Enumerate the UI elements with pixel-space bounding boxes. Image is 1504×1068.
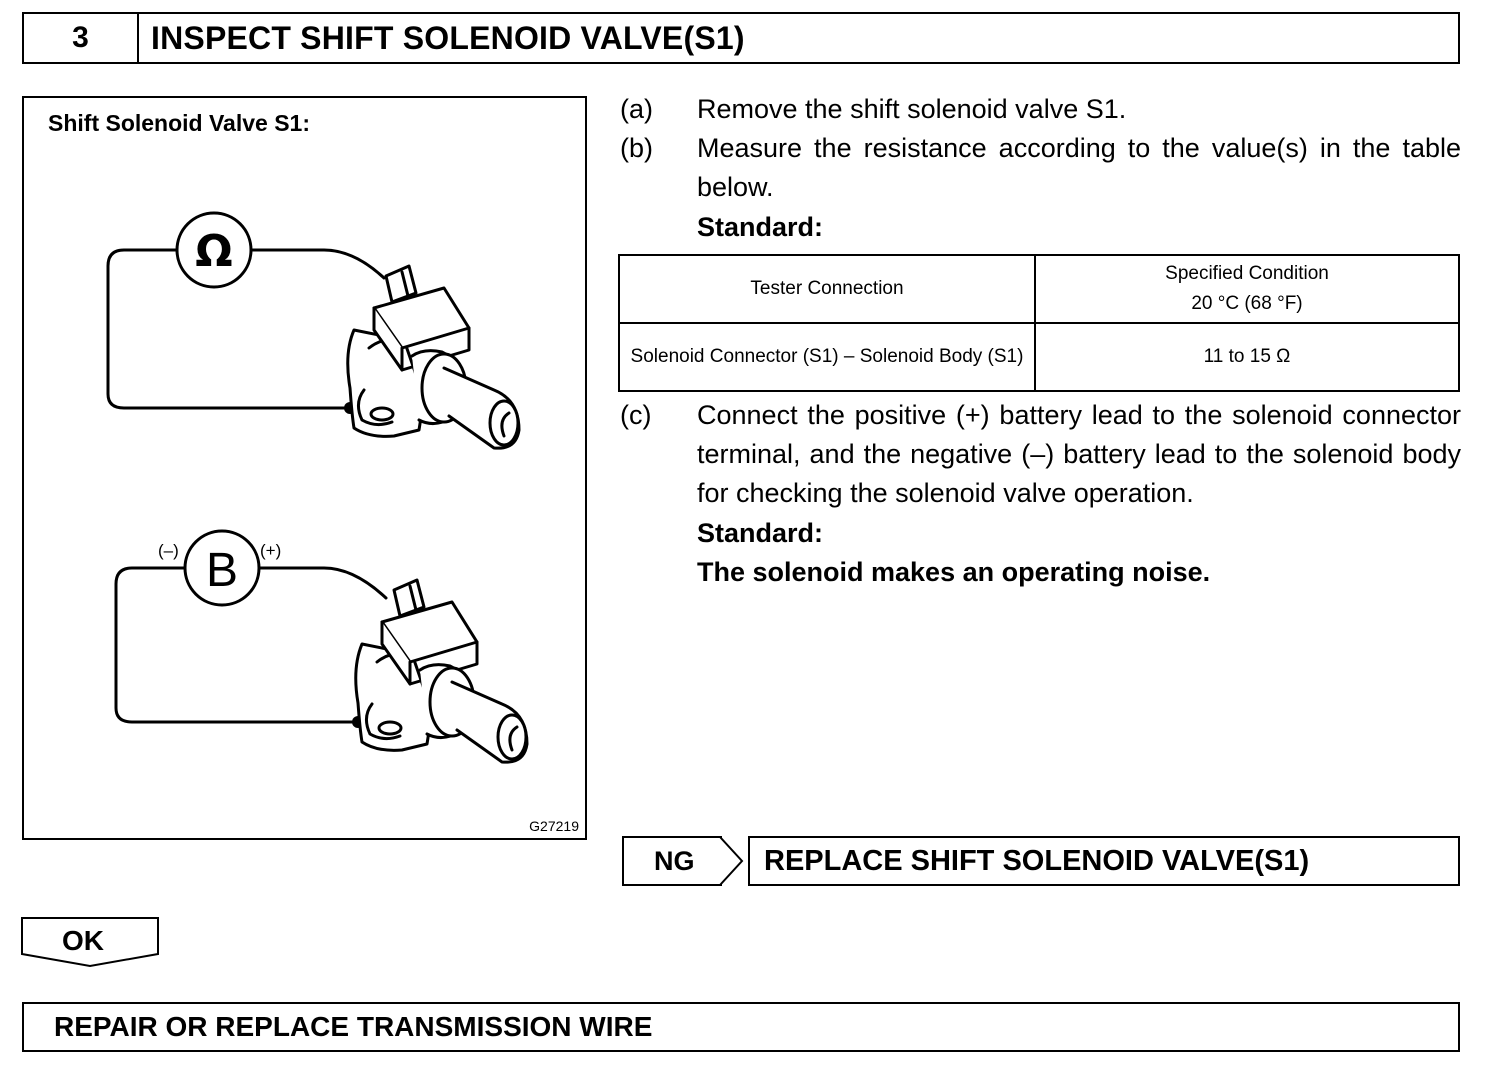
final-action-text: REPAIR OR REPLACE TRANSMISSION WIRE <box>54 1011 653 1042</box>
step-number: 3 <box>24 14 139 62</box>
final-action-box <box>22 1002 1460 1052</box>
table-header-cell: Tester Connection <box>619 255 1035 323</box>
negative-terminal-label: (–) <box>158 541 179 560</box>
solenoid-illustration-panel <box>22 96 587 840</box>
battery-circuit <box>116 531 527 762</box>
table-row <box>619 323 1459 391</box>
ng-label: NG <box>654 845 695 876</box>
step-title: INSPECT SHIFT SOLENOID VALVE(S1) <box>151 19 745 56</box>
ng-action-box <box>748 836 1460 886</box>
header-line: Specified Condition <box>1165 263 1329 284</box>
standard-label-b: Standard: <box>697 212 824 242</box>
figure-code: G27219 <box>529 818 579 834</box>
ng-action-text: REPLACE SHIFT SOLENOID VALVE(S1) <box>764 844 1310 877</box>
step-c-label: (c) <box>620 400 652 430</box>
step-c-text: Connect the positive (+) battery lead to the solenoid connector terminal, and the negative (–) battery lead to the solenoid body for checking the solenoid valve operation. <box>697 400 1461 508</box>
illustration-caption: Shift Solenoid Valve S1: <box>48 110 311 136</box>
battery-symbol: B <box>205 544 239 597</box>
table-header-cell <box>1035 255 1459 323</box>
step-a-label: (a) <box>620 94 653 124</box>
step-header <box>22 12 1460 64</box>
header-line: 20 °C (68 °F) <box>1191 293 1303 314</box>
ohm-symbol: Ω <box>195 226 233 277</box>
solenoid-valve-icon <box>348 266 519 448</box>
step-a-text: Remove the shift solenoid valve S1. <box>697 94 1127 124</box>
table-cell: Solenoid Connector (S1) – Solenoid Body (S1) <box>619 323 1035 391</box>
standard-label-c: Standard: <box>697 518 824 548</box>
step-b-label: (b) <box>620 133 653 163</box>
table-header-row <box>619 255 1459 323</box>
resistance-spec-table <box>618 254 1460 392</box>
table-cell: 11 to 15 Ω <box>1035 323 1459 391</box>
step-b-text: Measure the resistance according to the value(s) in the table below. <box>697 133 1461 202</box>
positive-terminal-label: (+) <box>260 541 282 560</box>
standard-result-c: The solenoid makes an operating noise. <box>697 557 1211 587</box>
solenoid-circuit-diagram <box>24 98 585 838</box>
ohmmeter-circuit <box>108 213 519 448</box>
ng-arrow-icon <box>700 836 744 886</box>
ok-label: OK <box>62 925 104 956</box>
solenoid-valve-icon <box>356 580 527 762</box>
